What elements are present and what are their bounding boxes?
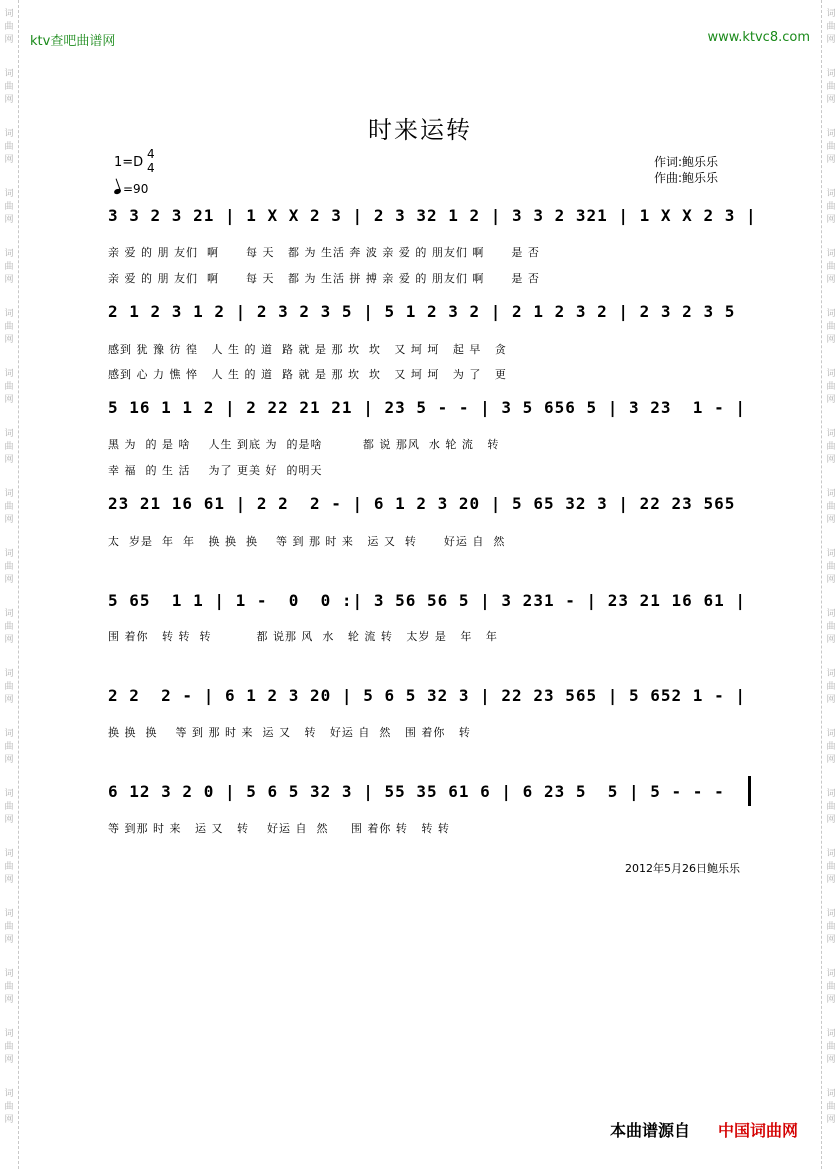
side-watermark: 词曲网 [826,129,836,165]
side-watermark: 词曲网 [826,369,836,405]
song-title: 时来运转 [368,116,472,144]
side-watermark: 词曲网 [4,609,14,645]
side-watermark: 词曲网 [826,729,836,765]
side-watermark: 词曲网 [4,249,14,285]
score-line-3-notes: 5 16 1 1 2 | 2 22 21 21 | 23 5 - - | 3 5 656 5 | 3 23 1 - | [108,398,746,417]
side-watermark: 词曲网 [826,549,836,585]
lyricist-credit: 作词:鲍乐乐 [654,155,719,169]
side-watermark: 词曲网 [4,729,14,765]
score-line-1-lyric-1: 亲 爱 的 朋 友们 啊 每 天 都 为 生活 奔 波 亲 爱 的 朋友们 啊 是 否 [108,246,540,259]
site-url-link[interactable]: www.ktvc8.com [707,30,810,45]
score-line-1-lyric-2: 亲 爱 的 朋 友们 啊 每 天 都 为 生活 拼 搏 亲 爱 的 朋友们 啊 是 否 [108,272,540,285]
side-watermark: 词曲网 [4,369,14,405]
side-watermark: 词曲网 [826,489,836,525]
score-line-3-lyric-2: 幸 福 的 生 活 为了 更美 好 的明天 [108,464,323,477]
quarter-note-icon [113,188,121,195]
side-watermark: 词曲网 [826,609,836,645]
side-watermark: 词曲网 [4,429,14,465]
side-watermark: 词曲网 [4,309,14,345]
side-watermark: 词曲网 [4,189,14,225]
side-watermark: 词曲网 [826,69,836,105]
side-watermark: 词曲网 [4,789,14,825]
time-signature-top: 4 [147,147,155,161]
side-watermark: 词曲网 [826,849,836,885]
side-watermark: 词曲网 [4,489,14,525]
side-watermark: 词曲网 [4,9,14,45]
date-signature: 2012年5月26日鲍乐乐 [625,862,740,875]
side-watermark: 词曲网 [4,1029,14,1065]
side-watermark: 词曲网 [4,549,14,585]
score-line-3-lyric-1: 黑 为 的 是 啥 人生 到底 为 的是啥 都 说 那风 水 轮 流 转 [108,438,500,451]
side-watermark: 词曲网 [4,969,14,1005]
score-line-6-lyric-1: 换 换 换 等 到 那 时 来 运 又 转 好运 自 然 围 着你 转 [108,726,471,739]
side-watermark: 词曲网 [4,849,14,885]
side-watermark: 词曲网 [4,69,14,105]
score-line-7-notes: 6 12 3 2 0 | 5 6 5 32 3 | 55 35 61 6 | 6 23 5 5 | 5 - - - [108,782,725,801]
side-watermark: 词曲网 [826,909,836,945]
footer-source-label: 本曲谱源自 [610,1121,691,1140]
site-brand-link[interactable]: ktv查吧曲谱网 [30,34,116,49]
side-watermark: 词曲网 [826,429,836,465]
score-line-2-lyric-1: 感到 犹 豫 彷 徨 人 生 的 道 路 就 是 那 坎 坎 又 坷 坷 起 早 贪 [108,343,507,356]
footer-source-site-link[interactable]: 中国词曲网 [718,1121,799,1140]
composer-credit: 作曲:鲍乐乐 [654,171,719,185]
score-line-4-notes: 23 21 16 61 | 2 2 2 - | 6 1 2 3 20 | 5 65 32 3 | 22 23 565 [108,494,736,513]
score-line-4-lyric-1: 太 岁是 年 年 换 换 换 等 到 那 时 来 运 又 转 好运 自 然 [108,535,506,548]
tempo-value: =90 [123,182,149,196]
side-watermark: 词曲网 [826,309,836,345]
side-watermark: 词曲网 [826,669,836,705]
side-watermark: 词曲网 [826,1089,836,1125]
side-watermark: 词曲网 [4,909,14,945]
time-signature [147,147,155,175]
score-line-5-lyric-1: 围 着你 转 转 转 都 说那 风 水 轮 流 转 太岁 是 年 年 [108,630,498,643]
score-line-6-notes: 2 2 2 - | 6 1 2 3 20 | 5 6 5 32 3 | 22 23 565 | 5 652 1 - | [108,686,746,705]
left-watermark-strip [0,0,19,1169]
side-watermark: 词曲网 [826,969,836,1005]
side-watermark: 词曲网 [826,189,836,225]
side-watermark: 词曲网 [4,129,14,165]
score-line-2-lyric-2: 感到 心 力 憔 悴 人 生 的 道 路 就 是 那 坎 坎 又 坷 坷 为 了 更 [108,368,507,381]
side-watermark: 词曲网 [4,1089,14,1125]
score-line-5-notes: 5 65 1 1 | 1 - 0 0 :| 3 56 56 5 | 3 231 - | 23 21 16 61 | [108,591,746,610]
time-signature-bottom: 4 [147,161,155,175]
side-watermark: 词曲网 [4,669,14,705]
side-watermark: 词曲网 [826,1029,836,1065]
score-line-2-notes: 2 1 2 3 1 2 | 2 3 2 3 5 | 5 1 2 3 2 | 2 1 2 3 2 | 2 3 2 3 5 [108,302,736,321]
side-watermark: 词曲网 [826,249,836,285]
tempo-marking [114,182,148,196]
side-watermark: 词曲网 [826,9,836,45]
score-line-1-notes: 3 3 2 3 21 | 1 X X 2 3 | 2 3 32 1 2 | 3 3 2 321 | 1 X X 2 3 | [108,206,757,225]
final-barline [748,776,751,806]
right-watermark-strip [821,0,840,1169]
score-line-7-lyric-1: 等 到那 时 来 运 又 转 好运 自 然 围 着你 转 转 转 [108,822,450,835]
side-watermark: 词曲网 [826,789,836,825]
key-signature: 1=D [114,155,144,170]
